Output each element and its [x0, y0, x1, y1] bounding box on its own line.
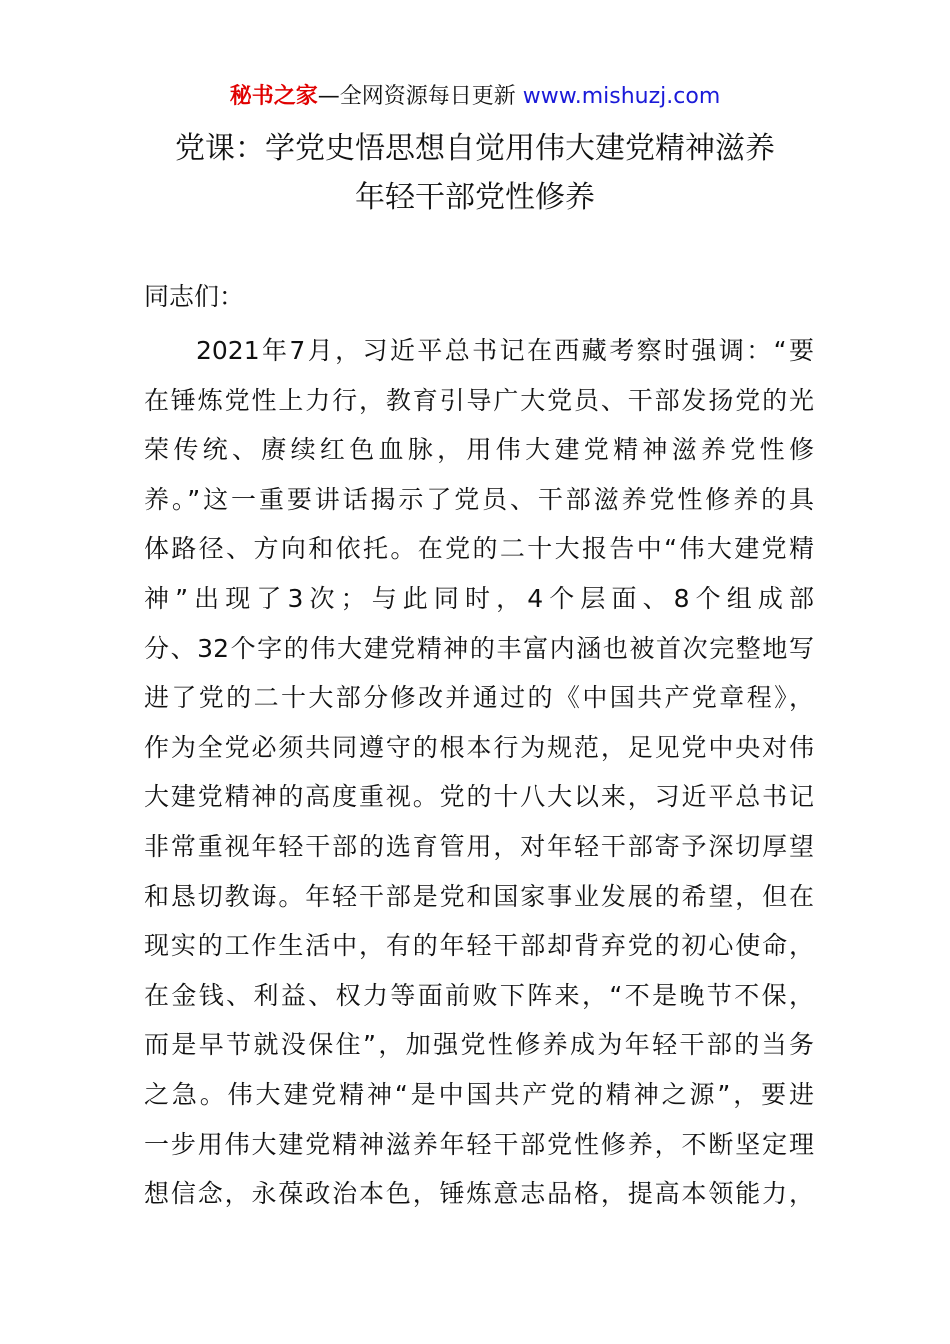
- body-line: 之急。伟大建党精神“是中国共产党的精神之源”，要进: [144, 1079, 814, 1109]
- banner-tagline: —全网资源每日更新: [317, 84, 523, 109]
- body-line: 进了党的二十大部分修改并通过的《中国共产党章程》，: [144, 683, 814, 713]
- body-line: 体路径、方向和依托。在党的二十大报告中“伟大建党精: [144, 534, 814, 564]
- title-line-1: 党课：学党史悟思想自觉用伟大建党精神滋养: [175, 131, 775, 166]
- body-line: 大建党精神的高度重视。党的十八大以来，习近平总书记: [144, 782, 814, 812]
- body-line: 在金钱、利益、权力等面前败下阵来，“不是晚节不保，: [144, 980, 814, 1010]
- title-line-2: 年轻干部党性修养: [355, 180, 595, 215]
- body-line: 想信念，永葆政治本色，锤炼意志品格，提高本领能力，: [144, 1179, 814, 1209]
- body-line: 荣传统、赓续红色血脉，用伟大建党精神滋养党性修: [144, 435, 814, 465]
- body-line: 和恳切教诲。年轻干部是党和国家事业发展的希望，但在: [144, 881, 814, 911]
- body-line: 在锤炼党性上力行，教育引导广大党员、干部发扬党的光: [144, 385, 814, 415]
- body-line: 一步用伟大建党精神滋养年轻干部党性修养，不断坚定理: [144, 1129, 814, 1159]
- body-line: 而是早节就没保住”，加强党性修养成为年轻干部的当务: [144, 1030, 814, 1060]
- body-line: 神”出现了3次；与此同时，4个层面、8个组成部: [144, 583, 814, 613]
- body-line: 现实的工作生活中，有的年轻干部却背弃党的初心使命，: [144, 931, 814, 961]
- body-line: 养。”这一重要讲话揭示了党员、干部滋养党性修养的具: [144, 484, 814, 514]
- site-url-link[interactable]: www.mishuzj.com: [522, 84, 721, 109]
- body-line: 非常重视年轻干部的选育管用，对年轻干部寄予深切厚望: [144, 831, 814, 861]
- body-line: 2021年7月，习近平总书记在西藏考察时强调：“要: [196, 336, 814, 365]
- body-paragraph: [144, 326, 814, 1219]
- body-line: 作为全党必须共同遵守的根本行为规范，足见党中央对伟: [144, 732, 814, 762]
- brand-name: 秘书之家: [229, 84, 318, 109]
- body-line: 分、32个字的伟大建党精神的丰富内涵也被首次完整地写: [144, 633, 814, 663]
- greeting: 同志们：: [144, 282, 245, 311]
- document-title: [60, 124, 890, 222]
- site-banner: [0, 80, 950, 114]
